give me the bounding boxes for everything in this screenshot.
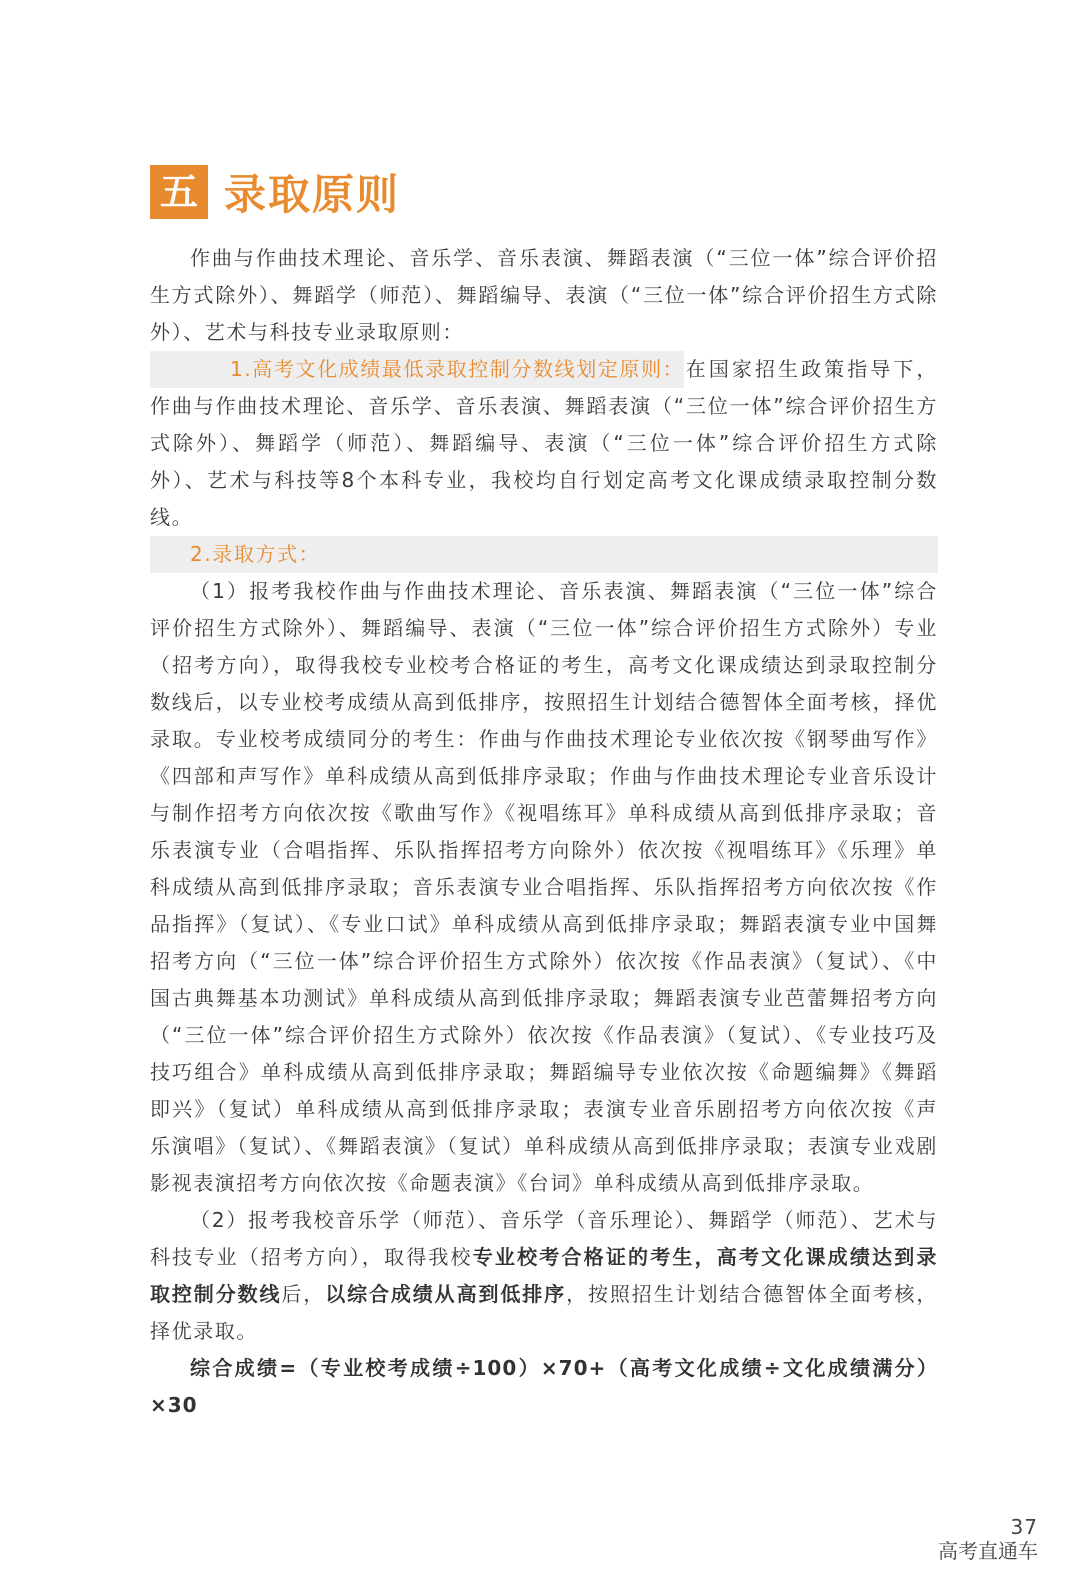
para2-part-g: ，按照招生计划结合德智体全面考核，择优录取。 bbox=[150, 1282, 939, 1343]
heading-number-badge: 五 bbox=[150, 165, 208, 219]
para2-part-c: ， bbox=[694, 1245, 717, 1269]
page-footer bbox=[938, 1515, 1038, 1563]
section1-text: 在国家招生政策指导下，作曲与作曲技术理论、音乐学、音乐表演、舞蹈表演（“三位一体”综合评价招生方式除外）、舞蹈学（师范）、舞蹈编导、表演（“三位一体”综合评价招生方式除外）、艺术与科技等8个本科专业，我校均自行划定高考文化课成绩录取控制分数线。 bbox=[150, 357, 938, 529]
section1-label: 1.高考文化成绩最低录取控制分数线划定原则： bbox=[230, 357, 685, 381]
para2-part-e: 后， bbox=[281, 1282, 326, 1306]
para2-bold-qualified: 专业校考合格证的考生 bbox=[472, 1245, 695, 1269]
para2-bold-score-line: 高考文化课成绩达到录取控制分数线 bbox=[150, 1245, 939, 1306]
page-number: 37 bbox=[1010, 1515, 1038, 1539]
section-heading bbox=[150, 162, 400, 222]
para2-bold-ranking: 以综合成绩从高到低排序 bbox=[325, 1282, 567, 1306]
section2-para2 bbox=[150, 1202, 938, 1350]
section2-label: 2.录取方式： bbox=[150, 536, 938, 573]
section1-paragraph bbox=[150, 351, 938, 536]
section2-para1: （1）报考我校作曲与作曲技术理论、音乐表演、舞蹈表演（“三位一体”综合评价招生方式除外）、舞蹈编导、表演（“三位一体”综合评价招生方式除外）专业（招考方向），取得我校专业校考合格证的考生，高考文化课成绩达到录取控制分数线后，以专业校考成绩从高到低排序，按照招生计划结合德智体全面考核，择优录取。专业校考成绩同分的考生：作曲与作曲技术理论专业依次按《钢琴曲写作》《四部和声写作》单科成绩从高到低排序录取；作曲与作曲技术理论专业音乐设计与制作招考方向依次按《歌曲写作》《视唱练耳》单科成绩从高到低排序录取；音乐表演专业（合唱指挥、乐队指挥招考方向除外）依次按《视唱练耳》《乐理》单科成绩从高到低排序录取；音乐表演专业合唱指挥、乐队指挥招考方向依次按《作品指挥》（复试）、《专业口试》单科成绩从高到低排序录取；舞蹈表演专业中国舞招考方向（“三位一体”综合评价招生方式除外）依次按《作品表演》（复试）、《中国古典舞基本功测试》单科成绩从高到低排序录取；舞蹈表演专业芭蕾舞招考方向（“三位一体”综合评价招生方式除外）依次按《作品表演》（复试）、《专业技巧及技巧组合》单科成绩从高到低排序录取；舞蹈编导专业依次按《命题编舞》《舞蹈即兴》（复试）单科成绩从高到低排序录取；表演专业音乐剧招考方向依次按《声乐演唱》（复试）、《舞蹈表演》（复试）单科成绩从高到低排序录取；表演专业戏剧影视表演招考方向依次按《命题表演》《台词》单科成绩从高到低排序录取。 bbox=[150, 579, 938, 1195]
intro-paragraph: 作曲与作曲技术理论、音乐学、音乐表演、舞蹈表演（“三位一体”综合评价招生方式除外）、舞蹈学（师范）、舞蹈编导、表演（“三位一体”综合评价招生方式除外）、艺术与科技专业录取原则： bbox=[150, 246, 938, 344]
para2-part-a: （2）报考我校音乐学（师范）、音乐学（音乐理论）、舞蹈学（师范）、艺术与科技专业（招考方向），取得我校 bbox=[150, 1208, 938, 1269]
heading-title: 录取原则 bbox=[224, 170, 401, 219]
main-content bbox=[150, 240, 938, 1424]
score-formula: 综合成绩=（专业校考成绩÷100）×70+（高考文化成绩÷文化成绩满分）×30 bbox=[150, 1356, 938, 1417]
section1-label-bar bbox=[150, 351, 684, 388]
footer-brand: 高考直通车 bbox=[938, 1539, 1038, 1563]
